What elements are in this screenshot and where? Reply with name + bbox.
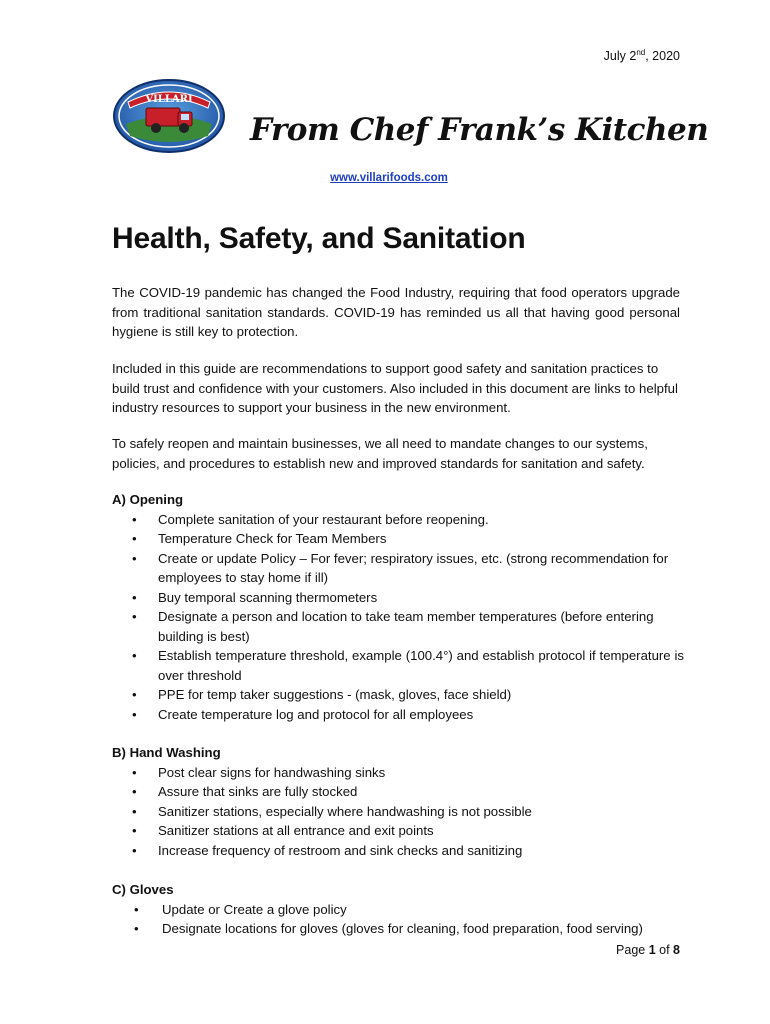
section-opening	[112, 490, 684, 724]
bullet-icon: •	[132, 531, 137, 546]
list-item: • Buy temporal scanning thermometers	[158, 588, 684, 608]
list-item: • Complete sanitation of your restaurant before reopening.	[158, 510, 684, 530]
list-item: • Designate a person and location to take team member temperatures (before entering building is best)	[132, 609, 654, 644]
logo-text: VILLARI	[145, 94, 193, 105]
bullet-icon: •	[132, 706, 137, 722]
list-item: • Create or update Policy – For fever; respiratory issues, etc. (strong recommendation for employees to stay home if ill)	[132, 550, 669, 585]
section-hand-washing	[112, 743, 684, 860]
list-item: • Assure that sinks are fully stocked	[158, 782, 684, 802]
list-item: • Designate locations for gloves (gloves for cleaning, food preparation, food serving)	[162, 919, 684, 939]
bullet-icon: •	[132, 550, 137, 566]
intro-paragraph: The COVID-19 pandemic has changed the Food Industry, requiring that food operators upgrade from traditional sanitation standards. COVID-19 has reminded us all that having good personal hygiene is still key to protection.	[112, 285, 680, 339]
list-item: • Increase frequency of restroom and sink checks and sanitizing	[158, 841, 684, 861]
section-heading: C) Gloves	[112, 882, 174, 897]
opening-list	[112, 510, 684, 725]
bullet-icon: •	[132, 511, 137, 527]
list-item: • Post clear signs for handwashing sinks	[158, 763, 684, 783]
guide-paragraph: Included in this guide are recommendations to support good safety and sanitation practices to build trust and confidence with your customers. Also included in this document are links to helpful industry resources to support your business in the new environment.	[112, 361, 678, 415]
document-date: July 2nd, 2020	[603, 48, 680, 64]
list-item: • Update or Create a glove policy	[162, 900, 684, 920]
list-item: • Sanitizer stations, especially where handwashing is not possible	[158, 802, 684, 822]
page-number: Page 1 of 8	[616, 943, 680, 957]
bullet-icon: •	[132, 589, 137, 605]
page-title: Health, Safety, and Sanitation	[112, 222, 526, 255]
section-gloves	[112, 880, 684, 939]
villari-logo	[112, 78, 226, 154]
list-item: • Sanitizer stations at all entrance and exit points	[158, 821, 684, 841]
bullet-icon: •	[132, 687, 137, 702]
list-item: • Temperature Check for Team Members	[158, 529, 684, 549]
section-heading: A) Opening	[112, 492, 184, 507]
reopen-paragraph: To safely reopen and maintain businesses, we all need to mandate changes to our systems, policies, and procedures to establish new and improved standards for sanitation and safety.	[112, 436, 648, 471]
bullet-icon: •	[134, 921, 139, 936]
hand-washing-list	[112, 763, 684, 861]
list-item: • PPE for temp taker suggestions - (mask, gloves, face shield)	[158, 685, 684, 705]
kitchen-title: From Chef Frank’s Kitchen	[250, 112, 709, 148]
website-link[interactable]: www.villarifoods.com	[330, 172, 448, 184]
bullet-icon: •	[132, 823, 137, 838]
bullet-icon: •	[132, 764, 137, 780]
section-heading: B) Hand Washing	[112, 745, 221, 760]
bullet-icon: •	[132, 648, 137, 663]
list-item: • Create temperature log and protocol for all employees	[158, 705, 684, 725]
gloves-list	[112, 900, 684, 939]
bullet-icon: •	[132, 842, 137, 858]
bullet-icon: •	[132, 609, 137, 624]
bullet-icon: •	[134, 901, 139, 917]
bullet-icon: •	[132, 784, 137, 799]
bullet-icon: •	[132, 803, 137, 819]
list-item: • Establish temperature threshold, example (100.4°) and establish protocol if temperature is over threshold	[132, 648, 684, 683]
